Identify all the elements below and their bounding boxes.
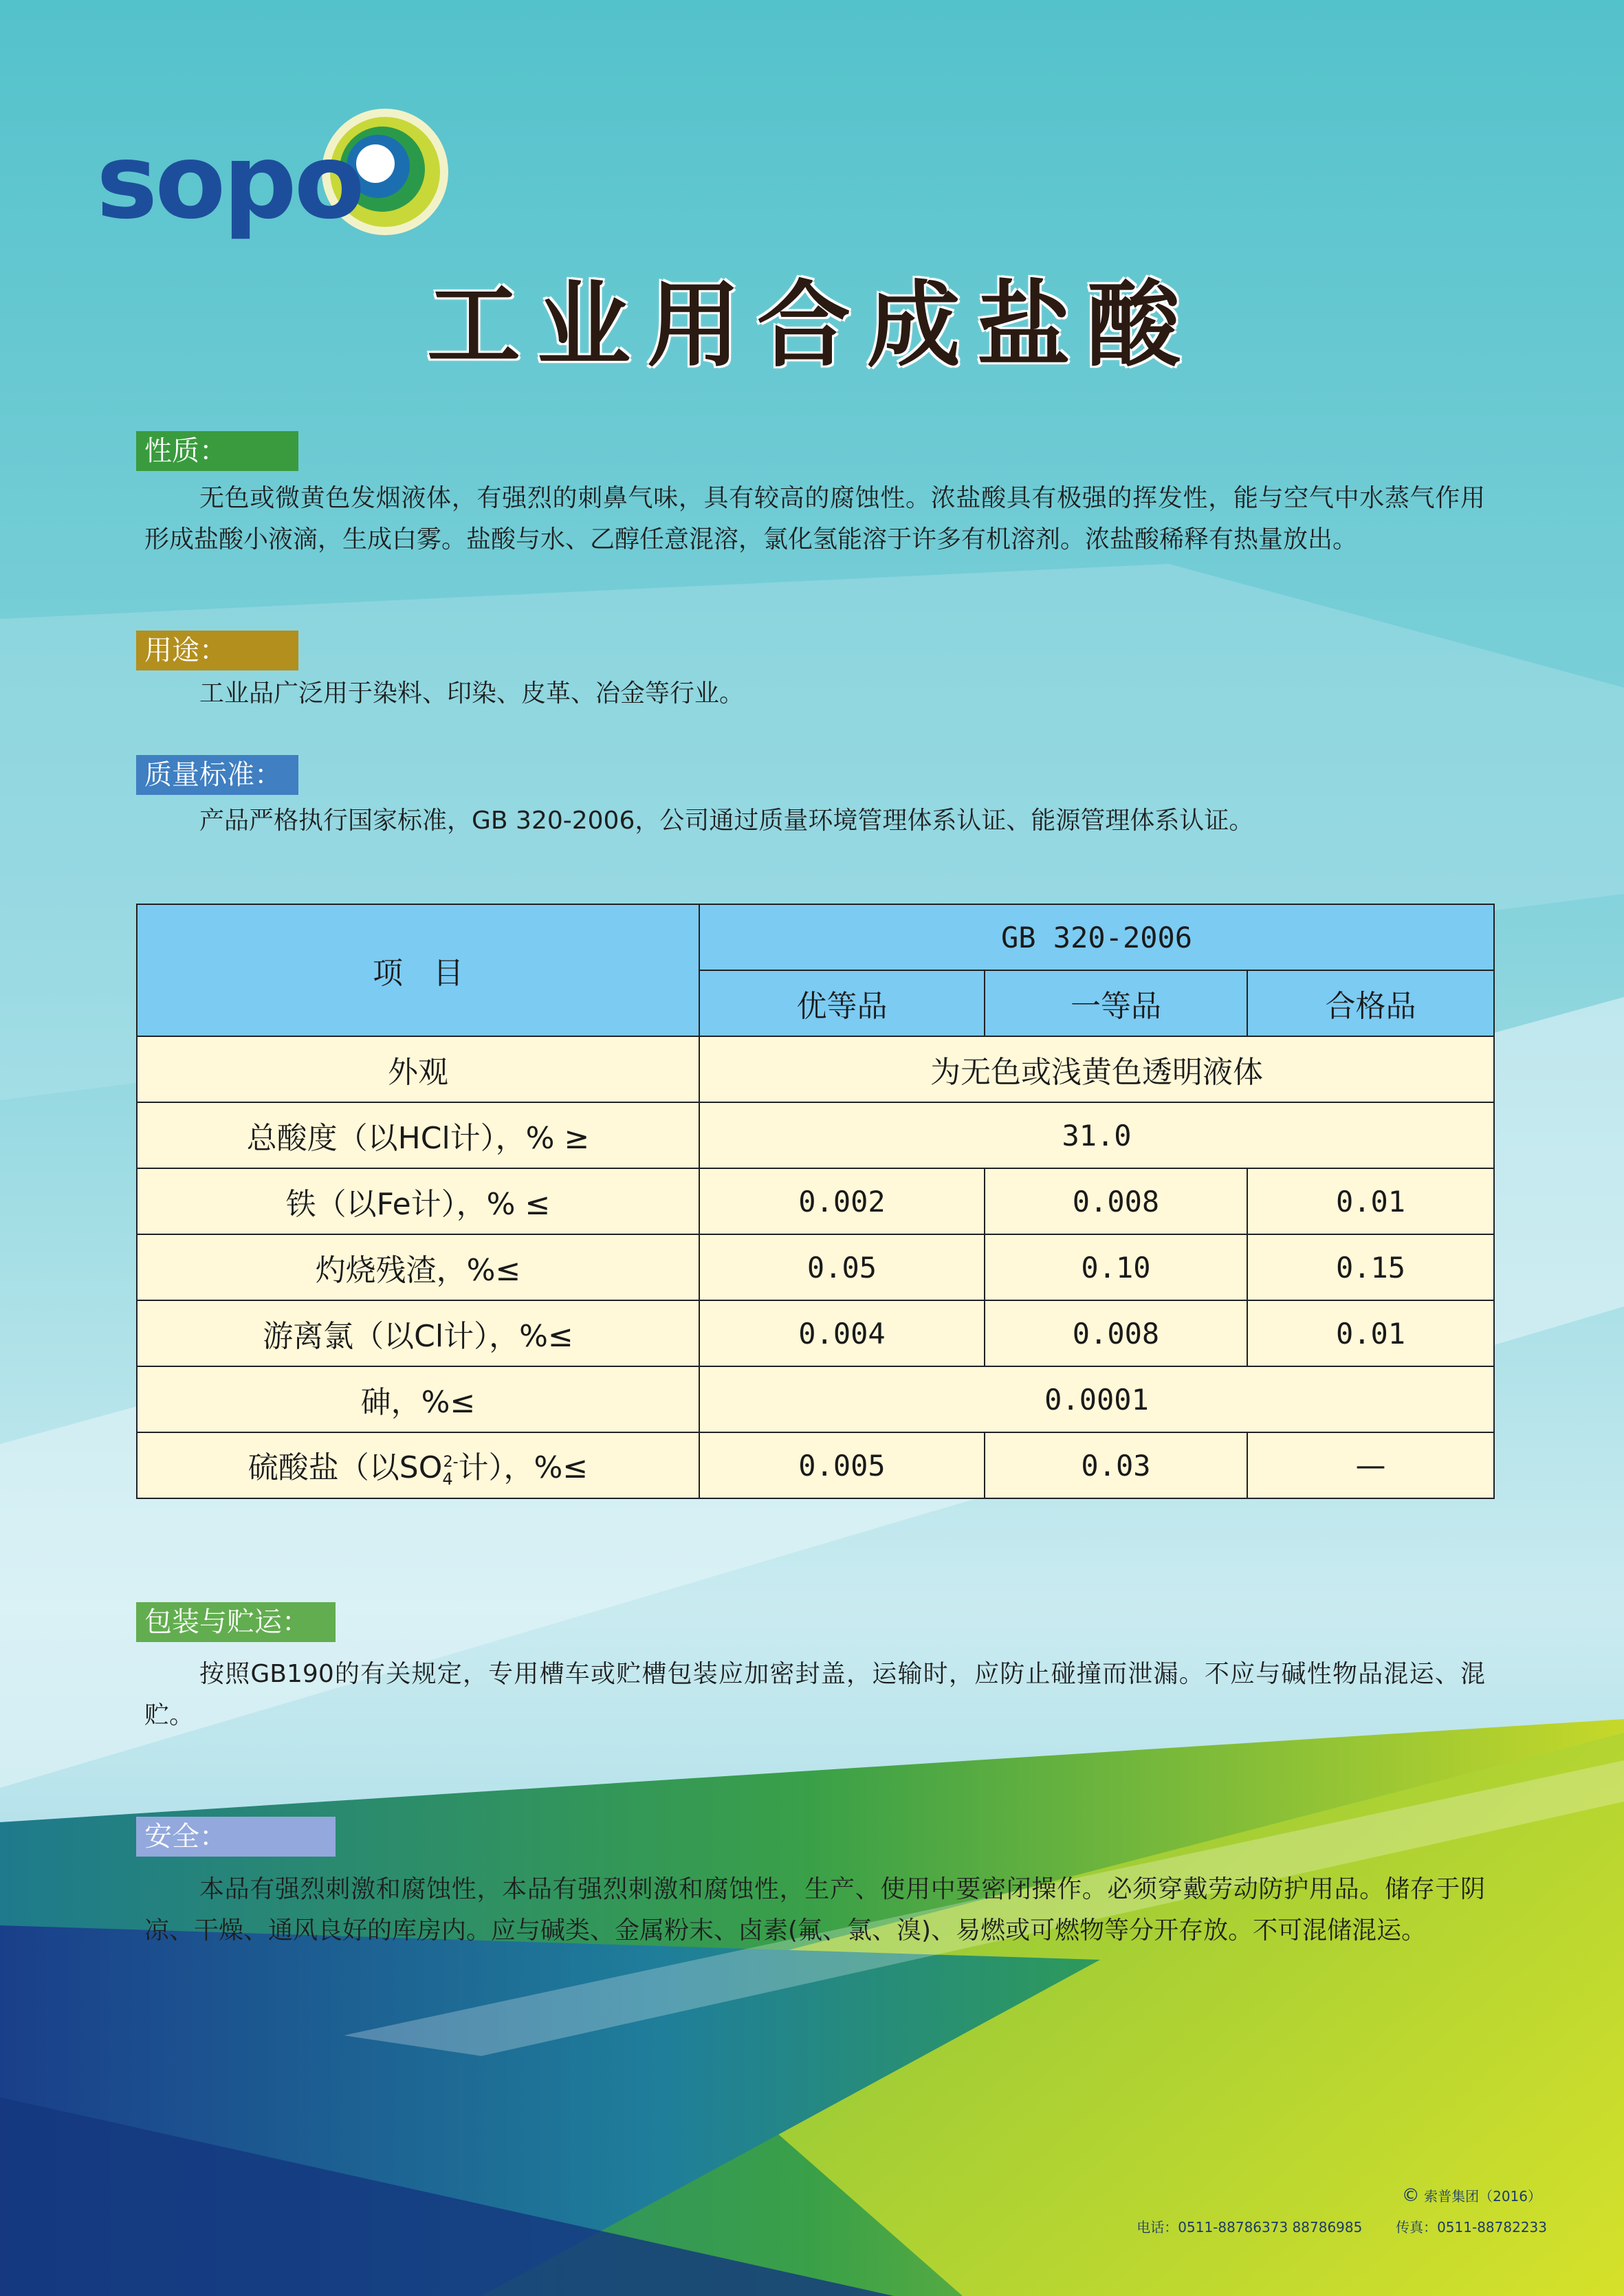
copyright-icon: © [1401, 2185, 1420, 2206]
cell-chlorine-first: 0.008 [985, 1300, 1247, 1366]
row-name-appearance: 外观 [137, 1036, 699, 1102]
cell-iron-first: 0.008 [985, 1168, 1247, 1234]
header-grade-first: 一等品 [985, 970, 1247, 1036]
logo-wordmark: sopo [96, 122, 362, 242]
section-label-safety: 安全： [136, 1817, 336, 1857]
properties-text: 无色或微黄色发烟液体，有强烈的刺鼻气味，具有较高的腐蚀性。浓盐酸具有极强的挥发性，能与空气中水蒸气作用形成盐酸小液滴，生成白雾。盐酸与水、乙醇任意混溶，氯化氢能溶于许多有机溶剂。浓盐酸稀释有热量放出。 [144, 484, 1485, 554]
row-name-sulfate [137, 1432, 699, 1498]
footer-contact [1134, 2216, 1547, 2236]
row-name-arsenic: 砷，%≤ [137, 1366, 699, 1432]
table-row [137, 1234, 1494, 1300]
cell-iron-qualified: 0.01 [1247, 1168, 1494, 1234]
sulfate-superscript: 2- [443, 1453, 459, 1471]
cell-sulfate-first: 0.03 [985, 1432, 1247, 1498]
row-name-free-chlorine: 游离氯（以Cl计），%≤ [137, 1300, 699, 1366]
usage-text: 工业品广泛用于染料、印染、皮革、冶金等行业。 [199, 679, 745, 708]
row-name-total-acidity: 总酸度（以HCl计），% ≥ [137, 1102, 699, 1168]
footer-phone: 电话：0511-88786373 88786985 [1137, 2219, 1363, 2235]
safety-text: 本品有强烈刺激和腐蚀性，本品有强烈刺激和腐蚀性，生产、使用中要密闭操作。必须穿戴劳动防护用品。储存于阴凉、干燥、通风良好的库房内。应与碱类、金属粉末、卤素(氟、氯、溴)、易燃或可燃物等分开存放。不可混储混运。 [144, 1875, 1485, 1945]
cell-residue-premium: 0.05 [699, 1234, 985, 1300]
cell-sulfate-premium: 0.005 [699, 1432, 985, 1498]
cell-sulfate-qualified: — [1247, 1432, 1494, 1498]
header-grade-premium: 优等品 [699, 970, 985, 1036]
packaging-text: 按照GB190的有关规定，专用槽车或贮槽包装应加密封盖，运输时，应防止碰撞而泄漏。不应与碱性物品混运、混贮。 [144, 1660, 1485, 1729]
table-row [137, 1168, 1494, 1234]
row-name-iron: 铁（以Fe计），% ≤ [137, 1168, 699, 1234]
sulfate-name-post: 计），%≤ [458, 1450, 589, 1485]
section-label-packaging: 包装与贮运： [136, 1602, 336, 1642]
copyright-text: 索普集团（2016） [1424, 2188, 1541, 2205]
section-label-properties: 性质： [136, 431, 298, 471]
table-row [137, 1036, 1494, 1102]
sopo-logo [96, 103, 454, 251]
page-title: 工业用合成盐酸 [427, 272, 1197, 380]
section-label-usage: 用途： [136, 631, 298, 670]
spec-table [136, 904, 1495, 1499]
cell-residue-first: 0.10 [985, 1234, 1247, 1300]
sulfate-name-pre: 硫酸盐（以SO [248, 1450, 443, 1485]
footer-fax: 传真：0511-88782233 [1396, 2219, 1547, 2235]
table-row [137, 1300, 1494, 1366]
table-row [137, 1432, 1494, 1498]
quality-text: 产品严格执行国家标准，GB 320-2006，公司通过质量环境管理体系认证、能源管理体系认证。 [199, 807, 1254, 835]
cell-residue-qualified: 0.15 [1247, 1234, 1494, 1300]
header-grade-qualified: 合格品 [1247, 970, 1494, 1036]
row-value-arsenic: 0.0001 [699, 1366, 1494, 1432]
table-row [137, 1102, 1494, 1168]
table-row [137, 1366, 1494, 1432]
header-item: 项 目 [137, 904, 699, 1036]
cell-chlorine-premium: 0.004 [699, 1300, 985, 1366]
section-label-quality: 质量标准： [136, 755, 298, 795]
row-value-total-acidity: 31.0 [699, 1102, 1494, 1168]
cell-chlorine-qualified: 0.01 [1247, 1300, 1494, 1366]
header-standard: GB 320-2006 [699, 904, 1494, 970]
row-value-appearance: 为无色或浅黄色透明液体 [699, 1036, 1494, 1102]
sulfate-subscript: 4 [442, 1469, 453, 1489]
row-name-ignition-residue: 灼烧残渣，%≤ [137, 1234, 699, 1300]
cell-iron-premium: 0.002 [699, 1168, 985, 1234]
footer-copyright [1129, 2185, 1541, 2206]
